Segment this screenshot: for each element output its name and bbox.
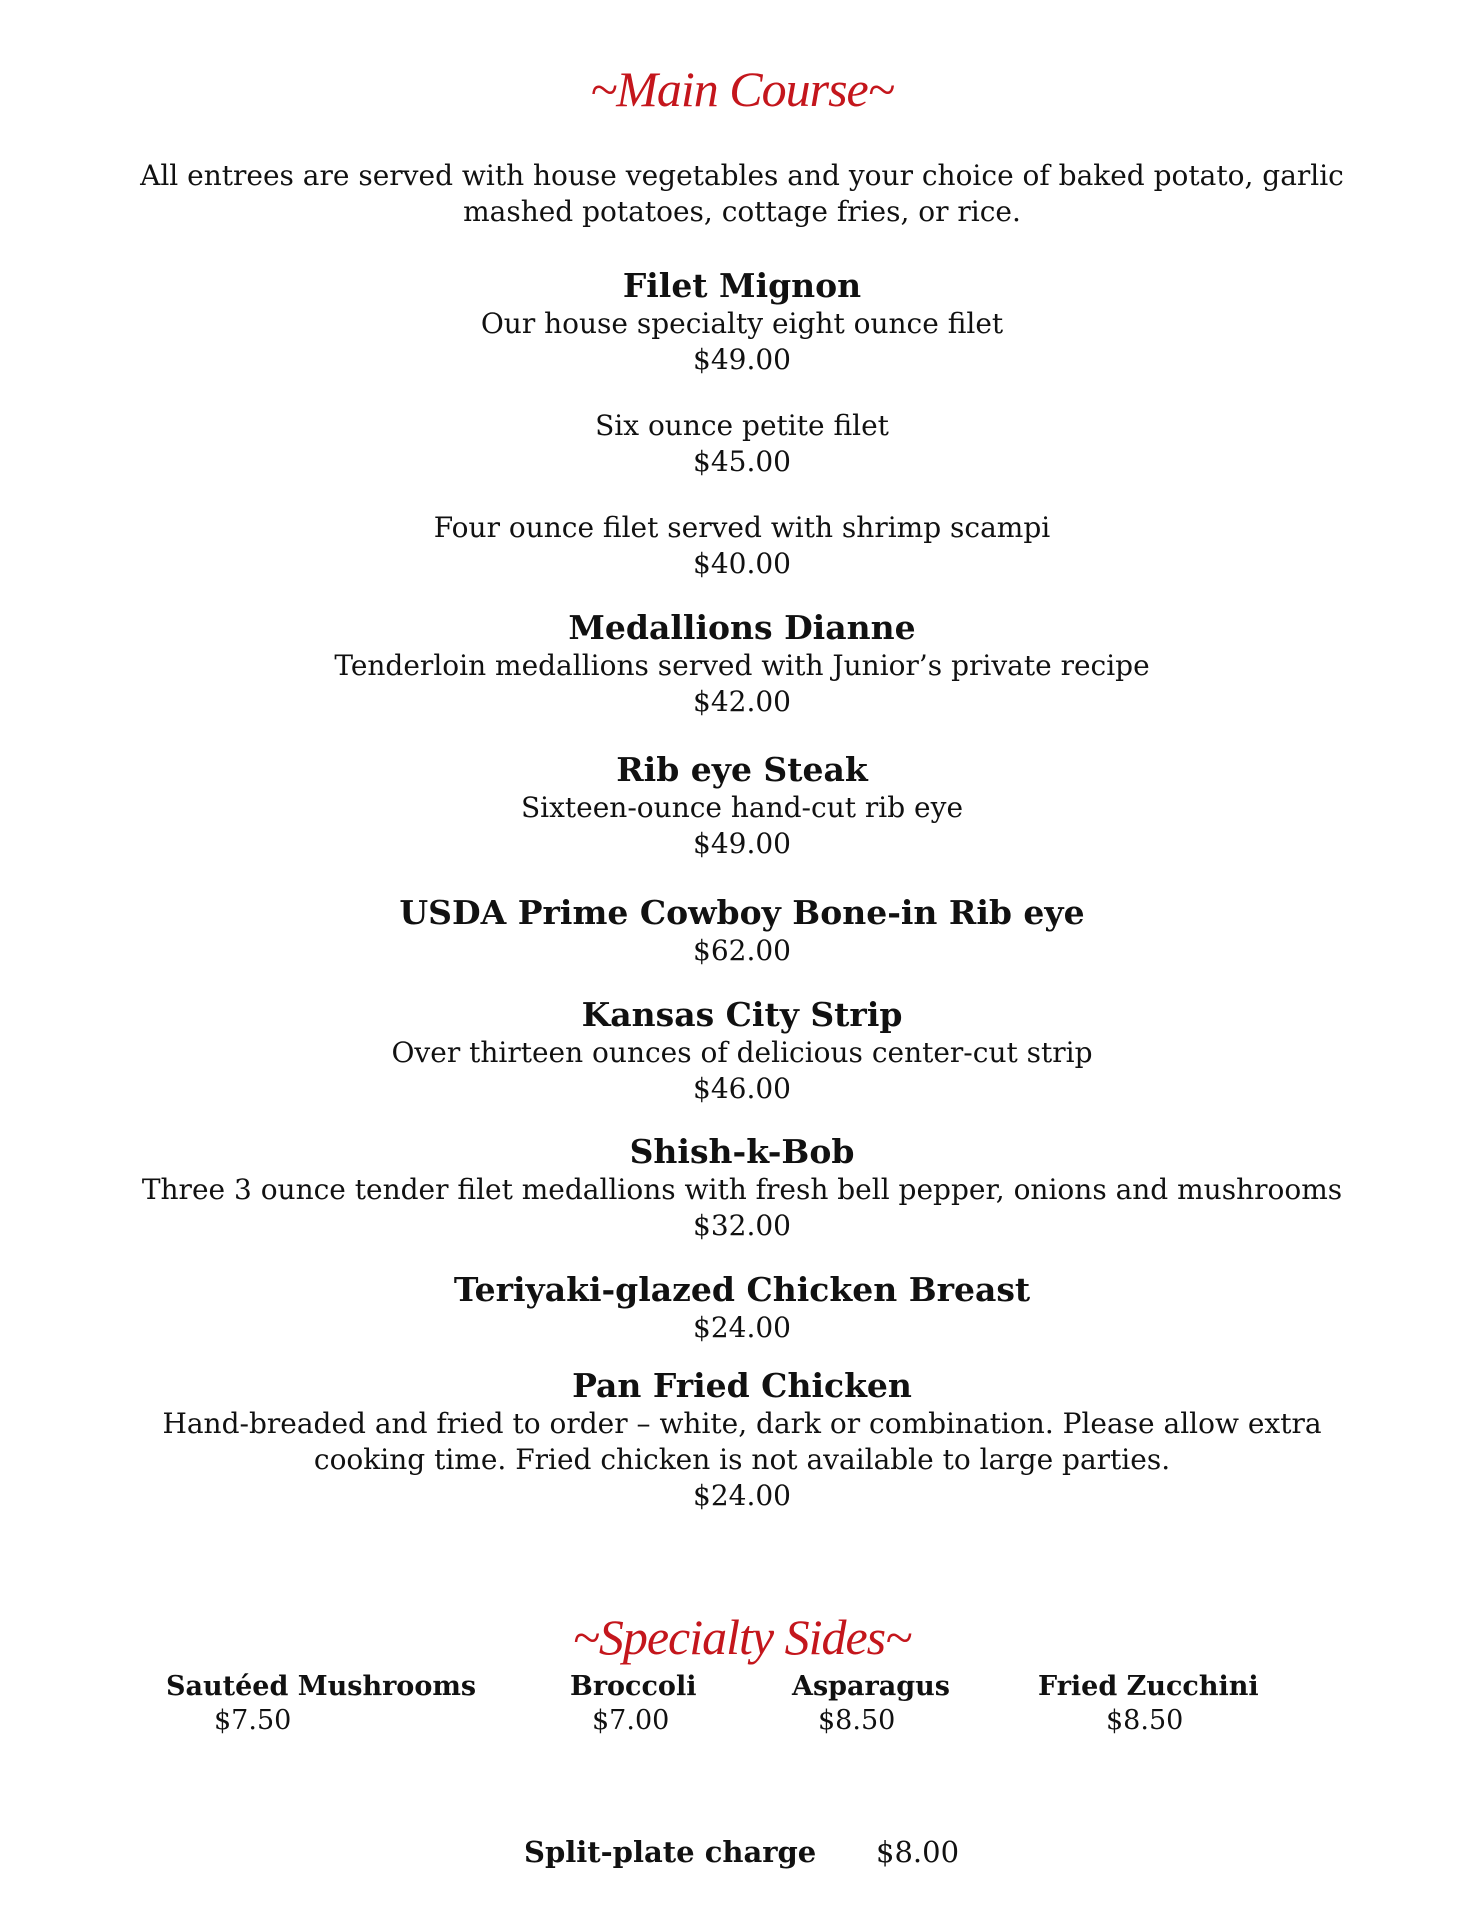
item-name-kansas-city-strip: Kansas City Strip — [581, 995, 903, 1034]
split-plate-label: Split-plate charge — [524, 1835, 817, 1869]
item-desc-petite-filet: Six ounce petite filet — [595, 409, 889, 442]
item-desc-shish-k-bob: Three 3 ounce tender filet medallions with fresh bell pepper, onions and mushrooms — [141, 1173, 1343, 1206]
item-name-filet-mignon: Filet Mignon — [622, 266, 862, 305]
item-price-kansas-city-strip: $46.00 — [693, 1072, 791, 1105]
item-price-filet-mignon: $49.00 — [693, 343, 791, 376]
side-price-sauteed-mushrooms: $7.50 — [214, 1705, 292, 1736]
item-price-cowboy-rib-eye: $62.00 — [693, 934, 791, 967]
item-desc-pan-fried-chicken-line-2: cooking time. Fried chicken is not available to large parties. — [313, 1443, 1171, 1476]
intro-line-1: All entrees are served with house vegetables and your choice of baked potato, garlic — [140, 159, 1344, 192]
specialty-sides-title: ~Specialty Sides~ — [572, 1609, 912, 1665]
item-desc-medallions-dianne: Tenderloin medallions served with Junior’s private recipe — [334, 649, 1150, 682]
item-desc-filet-shrimp: Four ounce filet served with shrimp scampi — [433, 511, 1051, 544]
item-desc-filet-mignon: Our house specialty eight ounce filet — [480, 307, 1004, 340]
main-course-title: ~Main Course~ — [590, 61, 894, 117]
intro-line-2: mashed potatoes, cottage fries, or rice. — [463, 195, 1021, 228]
item-name-pan-fried-chicken: Pan Fried Chicken — [572, 1366, 912, 1405]
item-price-filet-shrimp: $40.00 — [693, 547, 791, 580]
item-price-medallions-dianne: $42.00 — [693, 685, 791, 718]
side-name-sauteed-mushrooms: Sautéed Mushrooms — [166, 1671, 477, 1702]
item-price-teriyaki-chicken: $24.00 — [693, 1311, 791, 1344]
item-name-cowboy-rib-eye: USDA Prime Cowboy Bone-in Rib eye — [399, 893, 1085, 932]
side-price-fried-zucchini: $8.50 — [1106, 1705, 1184, 1736]
item-price-pan-fried-chicken: $24.00 — [693, 1479, 791, 1512]
side-price-asparagus: $8.50 — [818, 1705, 896, 1736]
item-price-shish-k-bob: $32.00 — [693, 1209, 791, 1242]
item-desc-kansas-city-strip: Over thirteen ounces of delicious center-cut strip — [391, 1036, 1093, 1069]
item-name-shish-k-bob: Shish-k-Bob — [629, 1132, 855, 1171]
side-name-broccoli: Broccoli — [570, 1671, 697, 1702]
item-desc-pan-fried-chicken-line-1: Hand-breaded and fried to order – white, dark or combination. Please allow extra — [162, 1407, 1322, 1440]
item-price-rib-eye-steak: $49.00 — [693, 827, 791, 860]
split-plate-price: $8.00 — [876, 1835, 960, 1869]
item-name-medallions-dianne: Medallions Dianne — [568, 608, 916, 647]
side-name-fried-zucchini: Fried Zucchini — [1038, 1671, 1259, 1702]
item-price-petite-filet: $45.00 — [693, 445, 791, 478]
item-name-rib-eye-steak: Rib eye Steak — [616, 750, 868, 789]
side-price-broccoli: $7.00 — [592, 1705, 670, 1736]
item-name-teriyaki-chicken: Teriyaki-glazed Chicken Breast — [453, 1270, 1031, 1309]
side-name-asparagus: Asparagus — [792, 1671, 950, 1702]
item-desc-rib-eye-steak: Sixteen-ounce hand-cut rib eye — [520, 791, 964, 824]
